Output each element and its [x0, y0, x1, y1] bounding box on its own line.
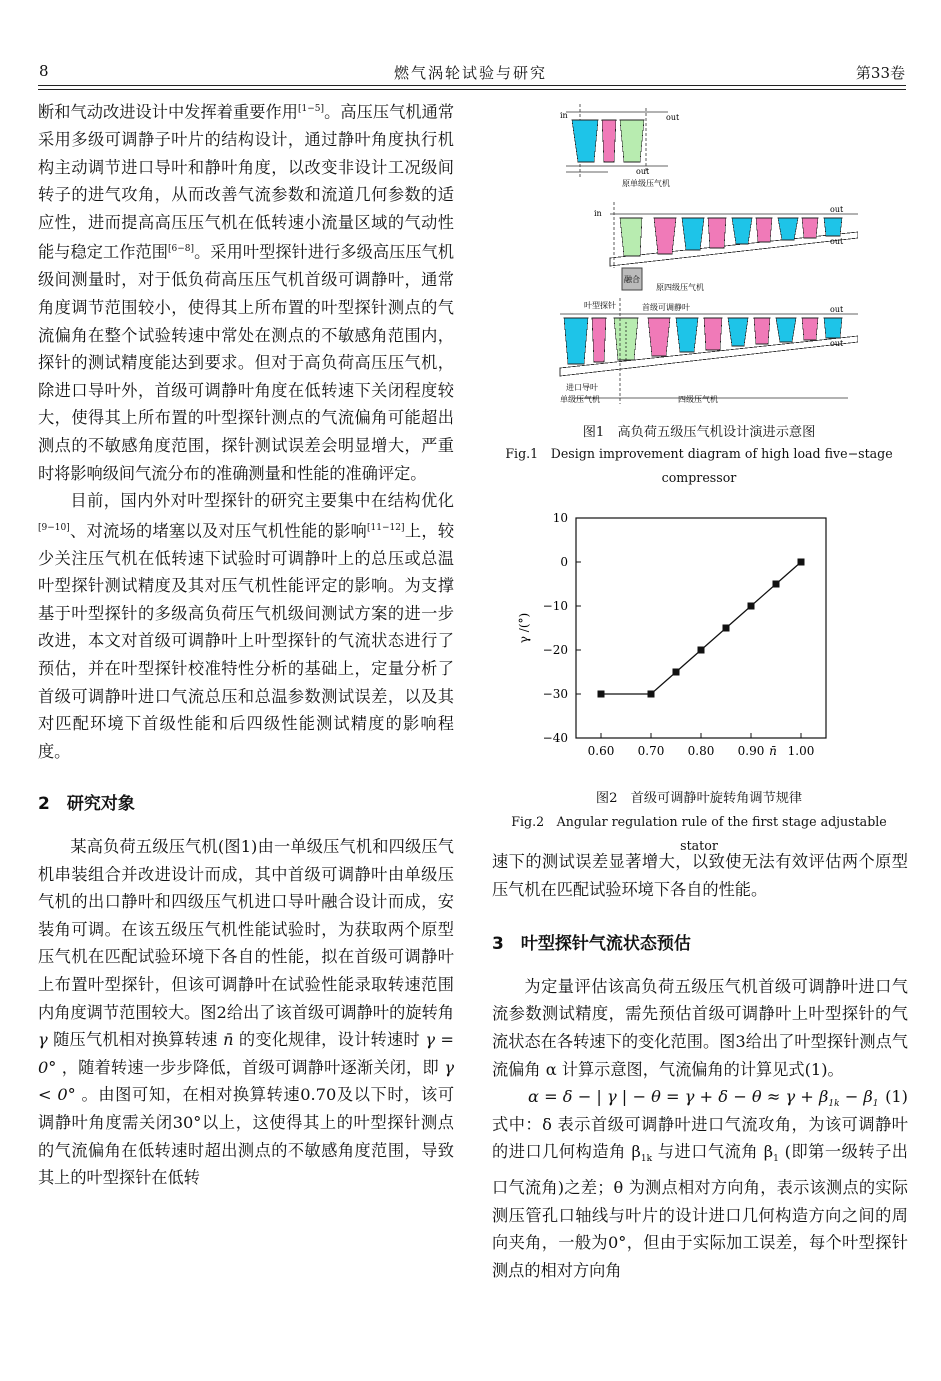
single-stage-compressor — [560, 104, 680, 188]
right-column — [492, 848, 908, 1285]
figure-1-caption-en: Fig.1 Design improvement diagram of high load five−stage compressor — [505, 446, 893, 485]
series-line — [601, 562, 801, 694]
svg-text:out: out — [830, 305, 844, 314]
header-rule-thin — [38, 89, 906, 90]
svg-text:out: out — [830, 339, 844, 348]
paragraph-estimate: 为定量评估该高负荷五级压气机首级可调静叶进口气流参数测试精度，需先预估首级可调静叶上叶型探针的气流状态在各转速下的变化范围。图3给出了叶型探针测点气流偏角 α 计算示意图，气流偏角的计算见式(1)。 — [492, 976, 908, 1079]
merge-label: 融合 — [624, 275, 640, 284]
data-point — [723, 625, 730, 632]
svg-text:out: out — [830, 237, 844, 246]
svg-text:in: in — [594, 209, 602, 218]
five-stage-compressor — [560, 298, 858, 404]
data-point — [748, 603, 755, 610]
y-axis-label: γ /(°) — [517, 612, 531, 644]
probe-label: 叶型探针 — [584, 301, 616, 310]
stator-blade — [602, 120, 616, 162]
x-axis-label: n̄ — [769, 744, 777, 758]
section-2-heading: 2 研究对象 — [38, 794, 135, 815]
figure-2-caption-en: Fig.2 Angular regulation rule of the first stage adjustable stator — [511, 814, 887, 853]
orig-four-label: 原四级压气机 — [656, 283, 704, 292]
single-label: 单级压气机 — [560, 395, 600, 404]
section-3-heading: 3 叶型探针气流状态预估 — [492, 934, 691, 955]
equation-1: α = δ − | γ | − $\theta = \gamma + \delta - \theta \approx \gamma + \beta_{1k} - \beta_1$ (1) — [492, 1083, 908, 1111]
x-tick-label: 0.80 — [687, 744, 715, 758]
paragraph-intro: 断和气动改进设计中发挥着重要作用[1−5]。高压压气机通常采用多级可调静子叶片的结构设计，通过静叶角度执行机构主动调节进口导叶和静叶角度，以改变非设计工况级间转子的进气攻角，从而改善气流参数和流道几何参数的适应性，进而提高高压压气机在低转速小流量区域的气动性能与稳定工作范围[6−8]。采用叶型探针进行多级高压压气机级间测量时，对于低负荷高压压气机首级可调静叶，通常角度调节范围较小，使得其上所布置的叶型探针测点的气流偏角在整个试验转速中常处在测点的不敏感角范围内，探针的测试精度能达到要求。但对于高负荷高压压气机，除进口导叶外，首级可调静叶角度在低转速下关闭程度较大，使得其上所布置的叶型探针测点的气流偏角可能超出测点的不敏感角度范围，探针测试误差会明显增大，严重时将影响级间气流分布的准确测量和性能的准确评定。 — [38, 102, 455, 483]
y-tick-label: −30 — [542, 687, 568, 701]
igv-blade — [620, 218, 642, 256]
rotor-blade — [572, 120, 598, 162]
paragraph-continuation: 速下的测试误差显著增大，以致使无法有效评估两个原型压气机在匹配试验环境下各自的性能。 — [492, 852, 908, 899]
y-tick-label: 10 — [552, 511, 568, 525]
orig-single-label: 原单级压气机 — [622, 179, 670, 188]
y-tick-label: −40 — [542, 731, 568, 745]
inlet-label: in — [560, 111, 568, 120]
four-label: 四级压气机 — [678, 395, 718, 404]
data-point — [673, 669, 680, 676]
four-stage-compressor — [594, 202, 858, 292]
data-point — [698, 647, 705, 654]
data-point — [598, 691, 605, 698]
figure-1-caption-cn: 图1 高负荷五级压气机设计演进示意图 — [582, 425, 816, 440]
y-tick-label: −20 — [542, 643, 568, 657]
y-tick-label: −10 — [542, 599, 568, 613]
figure-2-caption-cn: 图2 首级可调静叶旋转角调节规律 — [595, 791, 803, 806]
paragraph-research: 目前，国内外对叶型探针的研究主要集中在结构优化[9−10]、对流场的堵塞以及对压气机性能的影响[11−12]上，较少关注压气机在低转速下试验时可调静叶上的总压或总温叶型探针测试精度及其对压气机性能评定的影响。为支撑基于叶型探针的多级高负荷压气机级间测试方案的进一步改进，本文对首级可调静叶上叶型探针的气流状态进行了预估，并在叶型探针校准特性分析的基础上，定量分析了首级可调静叶进口气流总压和总温参数测试误差，以及其对匹配环境下首级性能和后四级性能测试精度的影响程度。 — [38, 491, 455, 761]
header-rule — [38, 85, 906, 86]
data-point — [773, 581, 780, 588]
equation-number: (1) — [885, 1087, 908, 1107]
svg-text:out: out — [830, 205, 844, 214]
outlet-label: out — [666, 113, 680, 122]
outlet-stator-blade — [620, 120, 644, 162]
figure-1-diagram — [558, 98, 858, 410]
journal-title: 燃气涡轮试验与研究 — [393, 64, 547, 82]
volume-label: 第33卷 — [855, 64, 905, 82]
first-vane-label: 首级可调静叶 — [642, 303, 690, 312]
x-tick-label: 0.60 — [587, 744, 615, 758]
plot-frame — [576, 518, 826, 738]
outlet-label-2: out — [636, 167, 650, 176]
left-column — [38, 96, 454, 1192]
y-tick-label: 0 — [560, 555, 568, 569]
x-tick-label: 0.90 — [737, 744, 765, 758]
paragraph-definitions: 式中：δ 表示首级可调静叶进口气流攻角，为该可调静叶的进口几何构造角 $\beta_{1k}$ 与进口气流角 $\beta_1$ (即第一级转子出口气流角)之差；θ 为测点相对方向角，表示该测点的实际测压管孔口轴线与叶片的设计进口几何构造方向之间的周向夹角，一般为0°，但由于实际加工误差，每个叶型探针测点的相对方向角 — [492, 1114, 908, 1280]
page-number: 8 — [39, 62, 49, 80]
x-tick-label: 0.70 — [637, 744, 665, 758]
data-point — [648, 691, 655, 698]
data-point — [798, 559, 805, 566]
paragraph-object: 某高负荷五级压气机(图1)由一单级压气机和四级压气机串装组合并改进设计而成，其中首级可调静叶由单级压气机的出口静叶和四级压气机进口导叶融合设计而成，安装角可调。在该五级压气机性能试验时，为获取两个原型压气机在匹配试验环境下各自的性能，拟在首级可调静叶上布置叶型探针，但该可调静叶在试验性能录取转速范围内角度调节范围较大。图2给出了该首级可调静叶的旋转角 γ 随压气机相对换算转速 n̄ 的变化规律，设计转速时 γ = 0° ，随着转速一步步降低，首级可调静叶逐渐关闭，即 γ < 0° 。由图可知，在相对换算转速0.70及以下时，该可调静叶角度需关闭30°以上，这使得其上的叶型探针测点的气流偏角在低转速时超出测点的不敏感角度范围，导致其上的叶型探针在低转 — [38, 837, 455, 1188]
igv-label: 进口导叶 — [566, 383, 598, 392]
figure-2-chart — [508, 505, 898, 780]
x-tick-label: 1.00 — [787, 744, 815, 758]
